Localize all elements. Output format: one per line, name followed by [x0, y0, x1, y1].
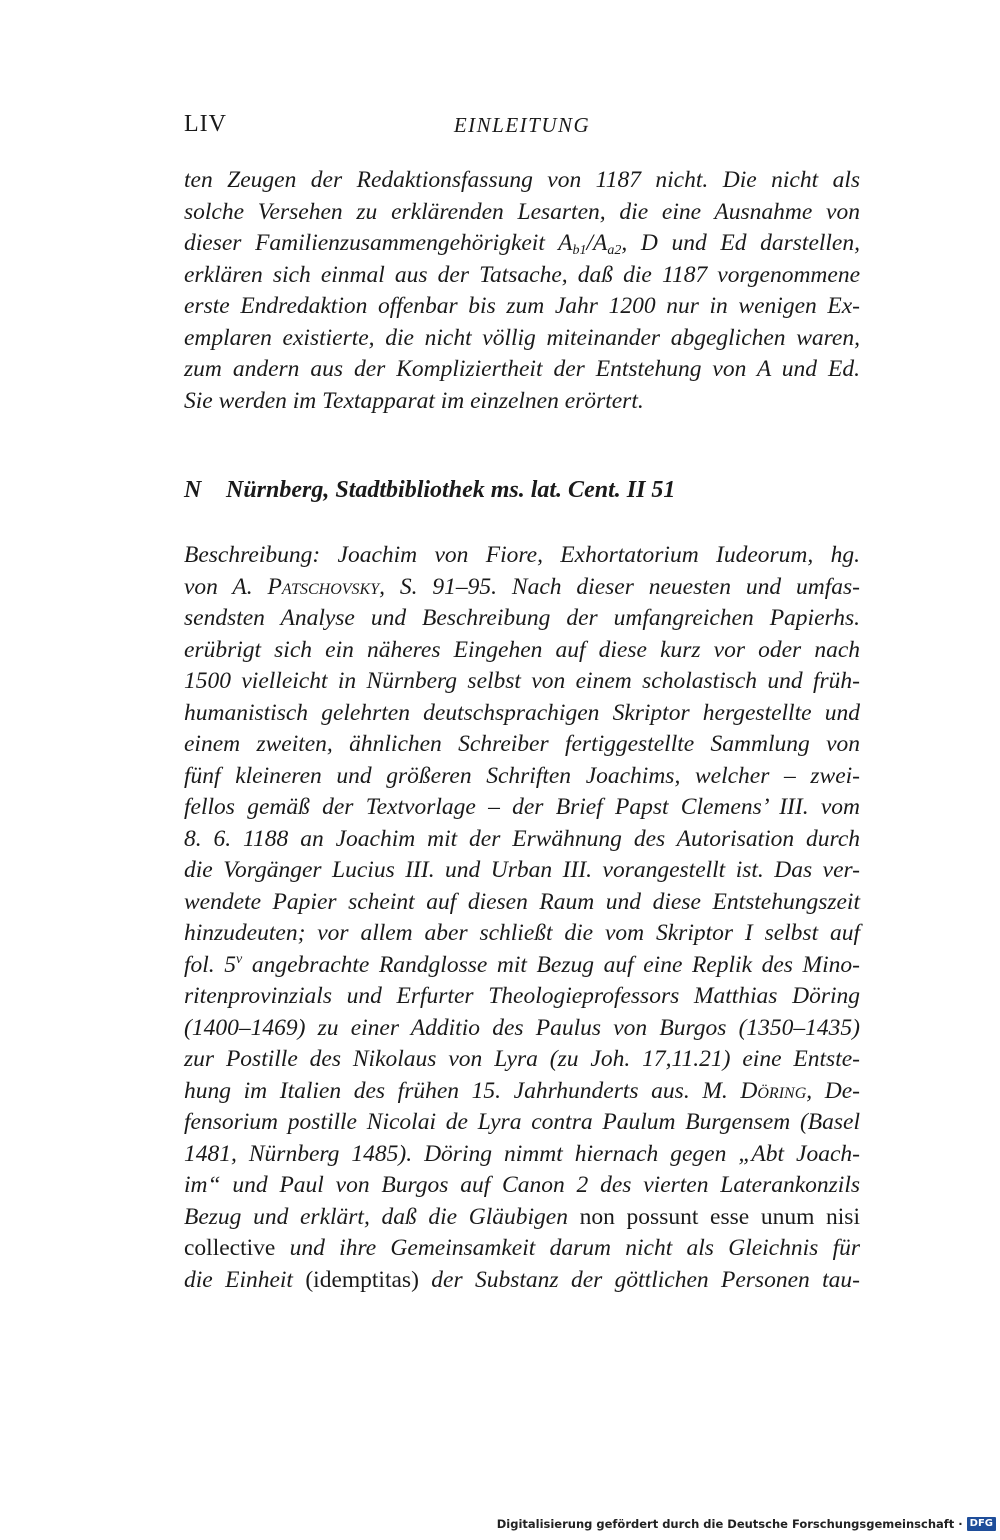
dfg-logo: DFG — [967, 1517, 996, 1531]
text-line: ten Zeugen der Redaktionsfassung von 1187 nicht. Die nicht als — [184, 167, 860, 193]
text-line: collective und ihre Gemeinsamkeit darum nicht als Gleichnis für — [184, 1235, 860, 1261]
manuscript-title: Nürnberg, Stadtbibliothek ms. lat. Cent. II 51 — [226, 477, 676, 503]
digitization-credit — [497, 1512, 996, 1536]
text-line: sendsten Analyse und Beschreibung der umfangreichen Papierhs. — [184, 605, 860, 631]
text-line: Bezug und erklärt, daß die Gläubigen non possunt esse unum nisi — [184, 1203, 860, 1230]
paragraph-1 — [184, 165, 860, 417]
text-line: zur Postille des Nikolaus von Lyra (zu Joh. 17,11.21) eine Entste- — [184, 1046, 860, 1072]
text-line: erübrigt sich ein näheres Eingehen auf diese kurz vor oder nach — [184, 636, 860, 663]
author-name: Patschovsky — [267, 573, 380, 600]
text-line: im“ und Paul von Burgos auf Canon 2 des vierten Laterankonzils — [184, 1172, 860, 1198]
text-line: ritenprovinzials und Erfurter Theologieprofessors Matthias Döring — [184, 983, 860, 1009]
text-line: dieser Familienzusammengehörigkeit $A_{b1}/A_{a2}$, D und Ed darstellen, — [184, 230, 860, 258]
latin-quote: collective — [184, 1235, 276, 1261]
paragraph-2 — [184, 540, 860, 1296]
latin-quote: (idemptitas) — [305, 1266, 419, 1293]
text-line: fol. 5$^v$ angebrachte Randglosse mit Bezug auf eine Replik des Mino- — [184, 951, 860, 978]
text-line: erste Endredaktion offenbar bis zum Jahr 1200 nur in wenigen Ex- — [184, 293, 860, 319]
credit-text: Digitalisierung gefördert durch die Deutsche Forschungsgemeinschaft — [496, 1517, 955, 1531]
author-name: Döring — [740, 1077, 807, 1104]
text-line: Sie werden im Textapparat im einzelnen erörtert. — [184, 387, 644, 414]
text-line: wendete Papier scheint auf diesen Raum und diese Entstehungszeit — [184, 888, 860, 915]
text-line: Beschreibung: Joachim von Fiore, Exhortatorium Iudeorum, hg. — [184, 542, 860, 568]
text-line: 1500 vielleicht in Nürnberg selbst von einem scholastisch und früh- — [184, 668, 860, 694]
section-heading — [184, 477, 860, 504]
text-line: hinzudeuten; vor allem aber schließt die vom Skriptor I selbst auf — [184, 920, 860, 946]
page-header — [184, 111, 860, 145]
text-line: einem zweiten, ähnlichen Schreiber fertiggestellte Sammlung von — [184, 731, 860, 757]
text-line: von A. Patschovsky, S. 91–95. Nach dieser neuesten und umfas- — [184, 573, 860, 600]
text-line: solche Versehen zu erklärenden Lesarten, die eine Ausnahme von — [184, 198, 860, 225]
text-line: fünf kleineren und größeren Schriften Joachims, welcher – zwei- — [184, 762, 860, 789]
superscript: v — [236, 951, 243, 967]
subscript: b1 — [572, 243, 587, 258]
text-line: 1481, Nürnberg 1485). Döring nimmt hiernach gegen „Abt Joach- — [184, 1140, 860, 1167]
text-line: 8. 6. 1188 an Joachim mit der Erwähnung des Autorisation durch — [184, 825, 860, 852]
running-head: EINLEITUNG — [453, 113, 591, 137]
text-line: emplaren existierte, die nicht völlig miteinander abgeglichen waren, — [184, 324, 860, 351]
text-line: die Vorgänger Lucius III. und Urban III. vorangestellt ist. Das ver- — [184, 857, 860, 883]
credit-separator: · — [958, 1517, 963, 1531]
page-number: LIV — [184, 111, 227, 137]
text-line: zum andern aus der Kompliziertheit der Entstehung von A und Ed. — [184, 356, 860, 382]
text-line: hung im Italien des frühen 15. Jahrhunderts aus. M. Döring, De- — [184, 1077, 860, 1104]
text-line: erklären sich einmal aus der Tatsache, daß die 1187 vorgenommene — [184, 261, 860, 288]
text-line: fensorium postille Nicolai de Lyra contra Paulum Burgensem (Basel — [184, 1109, 860, 1135]
text-line: die Einheit (idemptitas) der Substanz der göttlichen Personen tau- — [184, 1266, 860, 1293]
text-line: humanistisch gelehrten deutschsprachigen Skriptor hergestellte und — [184, 699, 860, 726]
text-line: fellos gemäß der Textvorlage – der Brief Papst Clemens’ III. vom — [184, 794, 860, 820]
latin-quote: non possunt esse unum nisi — [579, 1203, 860, 1230]
manuscript-siglum: N — [184, 477, 202, 503]
subscript: a2 — [607, 243, 622, 258]
text-line: (1400–1469) zu einer Additio des Paulus von Burgos (1350–1435) — [184, 1014, 860, 1041]
